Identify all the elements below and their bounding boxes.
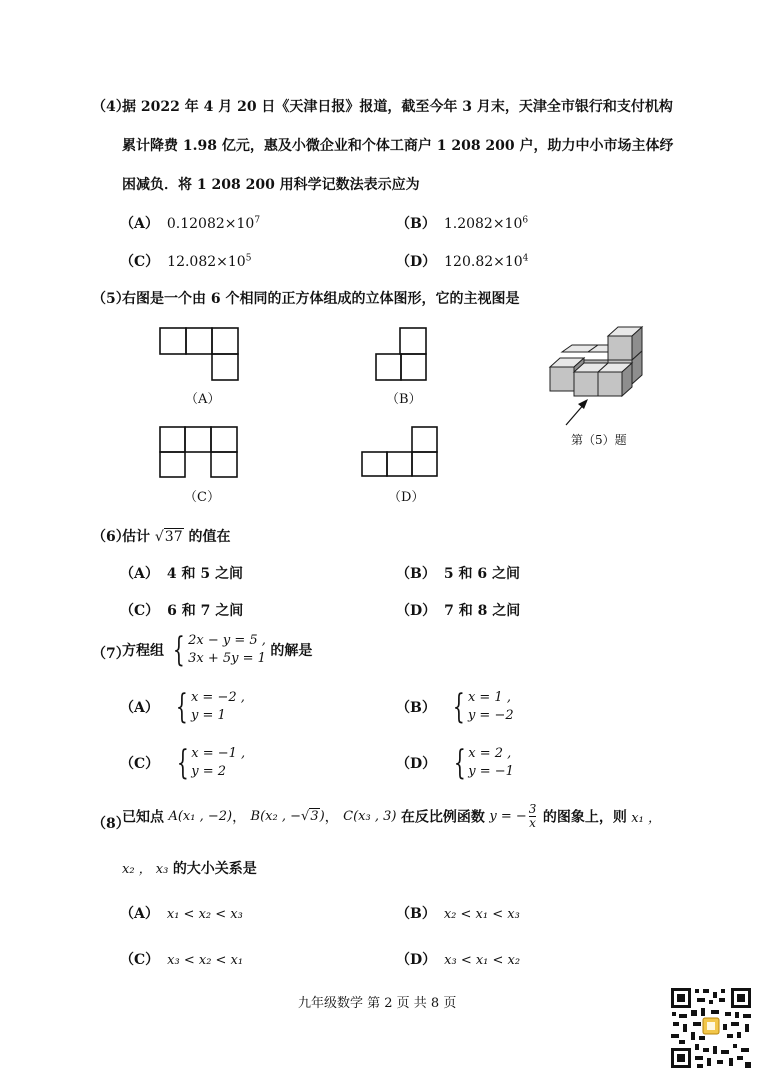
separator: ， [324,809,339,826]
q7-option-b [396,689,514,725]
option-value: 1.2082×10 [443,216,523,232]
q6-option-a [120,563,243,583]
q8-text-mid: 在反比例函数 [400,809,485,826]
option-value: x₃ < x₂ < x₁ [167,953,244,968]
q7-stem [122,632,312,668]
option-value: 5 和 6 之间 [443,566,520,582]
q6-option-b [396,563,520,583]
q7-option-d [396,745,514,781]
option-value: 4 和 5 之间 [166,566,243,582]
point-b: B(x₂ , −√3) [250,809,325,824]
equation-line: 2x − y = 5 , [188,633,266,648]
option-label: （B） [396,216,436,232]
q6-text-after: 的值在 [188,529,231,545]
option-label: （C） [120,952,160,968]
option-label: （D） [396,756,437,772]
q4-text-line1: 据 2022 年 4 月 20 日《天津日报》报道，截至今年 3 月末，天津全市银行和支付机构 [122,99,673,115]
q5-view-b [376,328,426,380]
function-lhs: y = − [489,809,527,824]
radicand: 37 [164,529,183,545]
q4-number: （4） [92,99,130,115]
q6-option-d [396,600,520,620]
q8-option-d [396,949,520,969]
option-exponent: 7 [254,215,261,226]
q8-option-c [120,949,243,969]
variable-x1: x₁ ， [631,811,661,826]
option-value: x₃ < x₁ < x₂ [444,953,521,968]
option-exponent: 5 [245,253,252,264]
brace-icon: { [453,743,466,783]
q7-text-before: 方程组 [122,643,164,659]
q8-text-tail: 的图象上，则 [542,809,627,826]
option-label: （D） [396,952,437,968]
solution-line: y = −1 [468,764,514,779]
numerator: 3 [528,802,537,816]
q8-stem-line2 [122,858,257,878]
q5-figures [0,0,760,520]
q5-label-d: （D） [388,490,425,505]
q5-view-c [160,427,237,477]
option-label: （D） [396,603,437,619]
separator: ， [232,809,247,826]
q4-text-line2: 累计降费 1.98 亿元，惠及小微企业和个体工商户 1 208 200 户，助力中小市场主体纾 [122,138,674,154]
option-value: 12.082×10 [167,254,246,270]
option-label: （B） [396,906,436,922]
q5-view-a [160,328,238,380]
point-b-end: ) [319,809,325,824]
option-label: （A） [120,216,159,232]
option-value: 120.82×10 [444,254,523,270]
q8-text-pre: 已知点 [122,809,164,826]
q5-view-arrow [566,399,588,425]
q5-number: （5） [92,291,130,307]
q7-option-c [120,745,245,781]
option-value: 7 和 8 之间 [444,603,521,619]
q6-number: （6） [92,529,130,545]
q7-option-a [120,689,245,725]
solution-line: y = −2 [467,708,514,723]
option-label: （A） [120,566,159,582]
q5-label-a: （A） [185,392,221,407]
q6-text-before: 估计 [122,529,150,545]
option-label: （D） [396,254,437,270]
q8-option-a [120,903,243,923]
q8-number: （8） [92,816,130,832]
q7-text-after: 的解是 [270,643,313,659]
solution-line: x = −1 , [191,746,246,761]
option-exponent: 6 [522,215,529,226]
q6-stem [122,526,231,546]
q5-label-b: （B） [386,392,422,407]
option-label: （A） [120,700,159,716]
q4-text-line3: 困减负．将 1 208 200 用科学记数法表示应为 [122,177,420,193]
solution-line: x = 2 , [468,746,512,761]
option-label: （B） [396,566,436,582]
option-value: 6 和 7 之间 [167,603,244,619]
option-label: （C） [120,756,160,772]
solution-line: y = 1 [190,708,226,723]
option-label: （C） [120,254,160,270]
q7-number: （7） [92,646,130,662]
q8-option-b [396,903,520,923]
q8-text-line2: 的大小关系是 [172,861,257,877]
point-b-start: B(x₂ , − [250,809,302,824]
denominator: x [529,816,536,830]
page-footer: 九年级数学 第 2 页 共 8 页 [298,996,457,1011]
q6-option-c [120,600,243,620]
option-value: x₁ < x₂ < x₃ [166,907,243,922]
brace-icon: { [176,687,189,727]
solution-line: x = 1 , [467,690,511,705]
option-value: 0.12082×10 [166,216,255,232]
sqrt-expression: √37 [154,529,183,545]
brace-icon: { [173,630,186,670]
option-label: （A） [120,906,159,922]
equation-line: 3x + 5y = 1 [188,651,266,666]
radicand: 3 [310,809,319,824]
point-c: C(x₃ , 3) [343,809,397,824]
brace-icon: { [453,687,466,727]
option-value: x₂ < x₁ < x₃ [443,907,520,922]
q5-view-d [362,427,437,476]
solution-line: y = 2 [191,764,227,779]
option-label: （B） [396,700,436,716]
option-exponent: 4 [522,253,529,264]
q5-text: 右图是一个由 6 个相同的正方体组成的立体图形，它的主视图是 [122,291,520,307]
q8-stem-line1 [122,803,661,830]
brace-icon: { [176,743,189,783]
q5-figure-caption: 第（5）题 [571,433,627,447]
qr-code-icon [669,986,753,1070]
variables-x2-x3: x₂ ， x₃ [122,862,169,877]
option-label: （C） [120,603,160,619]
equation-system [168,632,265,668]
solution-line: x = −2 , [190,690,245,705]
fraction [529,803,537,830]
point-a: A(x₁ , −2) [168,809,233,824]
q5-label-c: （C） [184,490,220,505]
q5-solid-figure [550,327,642,396]
